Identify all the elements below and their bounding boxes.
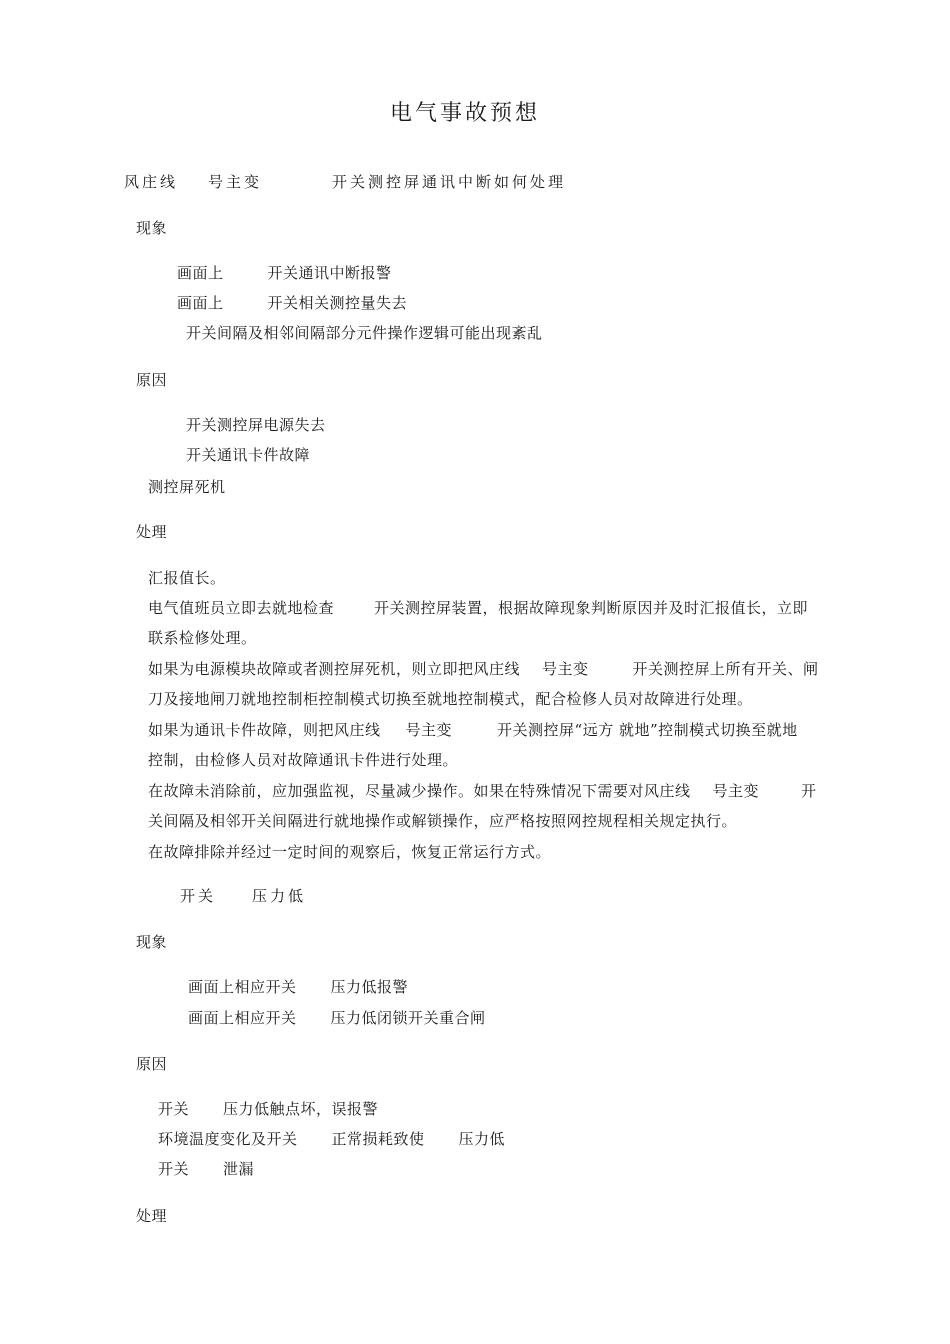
handling-step: 在故障排除并经过一定时间的观察后，恢复正常运行方式。: [148, 843, 552, 861]
document-title: 电气事故预想: [390, 101, 541, 126]
section1-heading-line: 风庄线: [124, 173, 179, 191]
handling-text: 号主变: [405, 721, 453, 739]
section1-heading-topic: 开关测控屏通讯中断如何处理: [332, 173, 567, 191]
section1-handling-label: 处理: [136, 523, 168, 541]
section1-cause-item: 开关测控屏电源失去: [186, 416, 326, 434]
phenomenon-item-prefix: 画面上: [177, 264, 224, 282]
section1-cause-item: 开关通讯卡件故障: [186, 446, 311, 464]
section1-phenomenon-item: [177, 293, 407, 313]
section2-phenomenon-item: [188, 977, 408, 997]
phenomenon-item-text: 压力低报警: [330, 978, 409, 996]
cause-text: 开关: [158, 1160, 190, 1178]
section2-phenomenon-item: [188, 1008, 486, 1028]
section1-phenomenon-item: [177, 263, 392, 283]
section1-heading-transformer: 号主变: [208, 173, 263, 191]
cause-text: 开关: [158, 1100, 190, 1118]
handling-step-continued: 控制，由检修人员对故障通讯卡件进行处理。: [148, 751, 459, 769]
handling-text: 开: [801, 782, 817, 800]
cause-text: 正常损耗致使: [331, 1130, 425, 1148]
section2-heading: [180, 886, 306, 906]
cause-text: 环境温度变化及开关: [158, 1130, 298, 1148]
handling-text: 如果为通讯卡件故障，则把风庄线: [148, 721, 381, 739]
handling-text: 如果为电源模块故障或者测控屏死机，则立即把风庄线: [148, 660, 521, 678]
handling-text: 号主变: [712, 782, 760, 800]
section2-heading-breaker: 开关: [180, 887, 217, 905]
handling-text: 号主变: [542, 660, 589, 678]
phenomenon-item-text: 开关相关测控量失去: [267, 294, 408, 312]
section2-cause-item: [158, 1159, 254, 1179]
section2-cause-item: [158, 1129, 505, 1149]
section1-phenomenon-label: 现象: [136, 219, 168, 237]
handling-step-continued: 刀及接地闸刀就地控制柜控制模式切换至就地控制模式，配合检修人员对故障进行处理。: [148, 690, 753, 708]
phenomenon-item-prefix: 画面上: [177, 294, 224, 312]
handling-step-continued: 联系检修处理。: [148, 629, 257, 647]
handling-text: 电气值班员立即去就地检查: [148, 599, 335, 617]
handling-step: [148, 593, 808, 623]
cause-text: 压力低: [458, 1130, 506, 1148]
section1-phenomenon-item: 开关间隔及相邻间隔部分元件操作逻辑可能出现紊乱: [186, 324, 543, 342]
phenomenon-item-prefix: 画面上相应开关: [188, 978, 297, 996]
cause-text: 压力低触点坏，误报警: [223, 1100, 379, 1118]
handling-step: [148, 776, 817, 806]
handling-text: 在故障未消除前，应加强监视，尽量减少操作。如果在特殊情况下需要对风庄线: [148, 782, 691, 800]
section2-cause-item: [158, 1099, 378, 1119]
section1-cause-item: 测控屏死机: [148, 478, 226, 496]
section2-handling-label: 处理: [136, 1207, 168, 1225]
phenomenon-item-prefix: 画面上相应开关: [188, 1009, 297, 1027]
section2-phenomenon-label: 现象: [136, 933, 168, 951]
handling-text: 开关测控屏上所有开关、闸: [632, 660, 819, 678]
handling-step: [148, 654, 819, 684]
handling-text: 开关测控屏装置，根据故障现象判断原因并及时汇报值长，立即: [374, 599, 809, 617]
handling-step: [148, 715, 798, 745]
handling-text: 开关测控屏“远方 就地”控制模式切换至就地: [497, 721, 798, 739]
phenomenon-item-text: 压力低闭锁开关重合闸: [330, 1009, 486, 1027]
cause-text: 泄漏: [223, 1160, 255, 1178]
section1-heading: [124, 172, 566, 192]
handling-step-continued: 关间隔及相邻开关间隔进行就地操作或解锁操作，应严格按照网控规程相关规定执行。: [148, 812, 738, 830]
phenomenon-item-text: 开关通讯中断报警: [267, 264, 392, 282]
section1-cause-label: 原因: [136, 371, 168, 389]
section2-heading-topic: 压力低: [252, 887, 307, 905]
handling-step: 汇报值长。: [148, 569, 226, 587]
section2-cause-label: 原因: [136, 1055, 168, 1073]
